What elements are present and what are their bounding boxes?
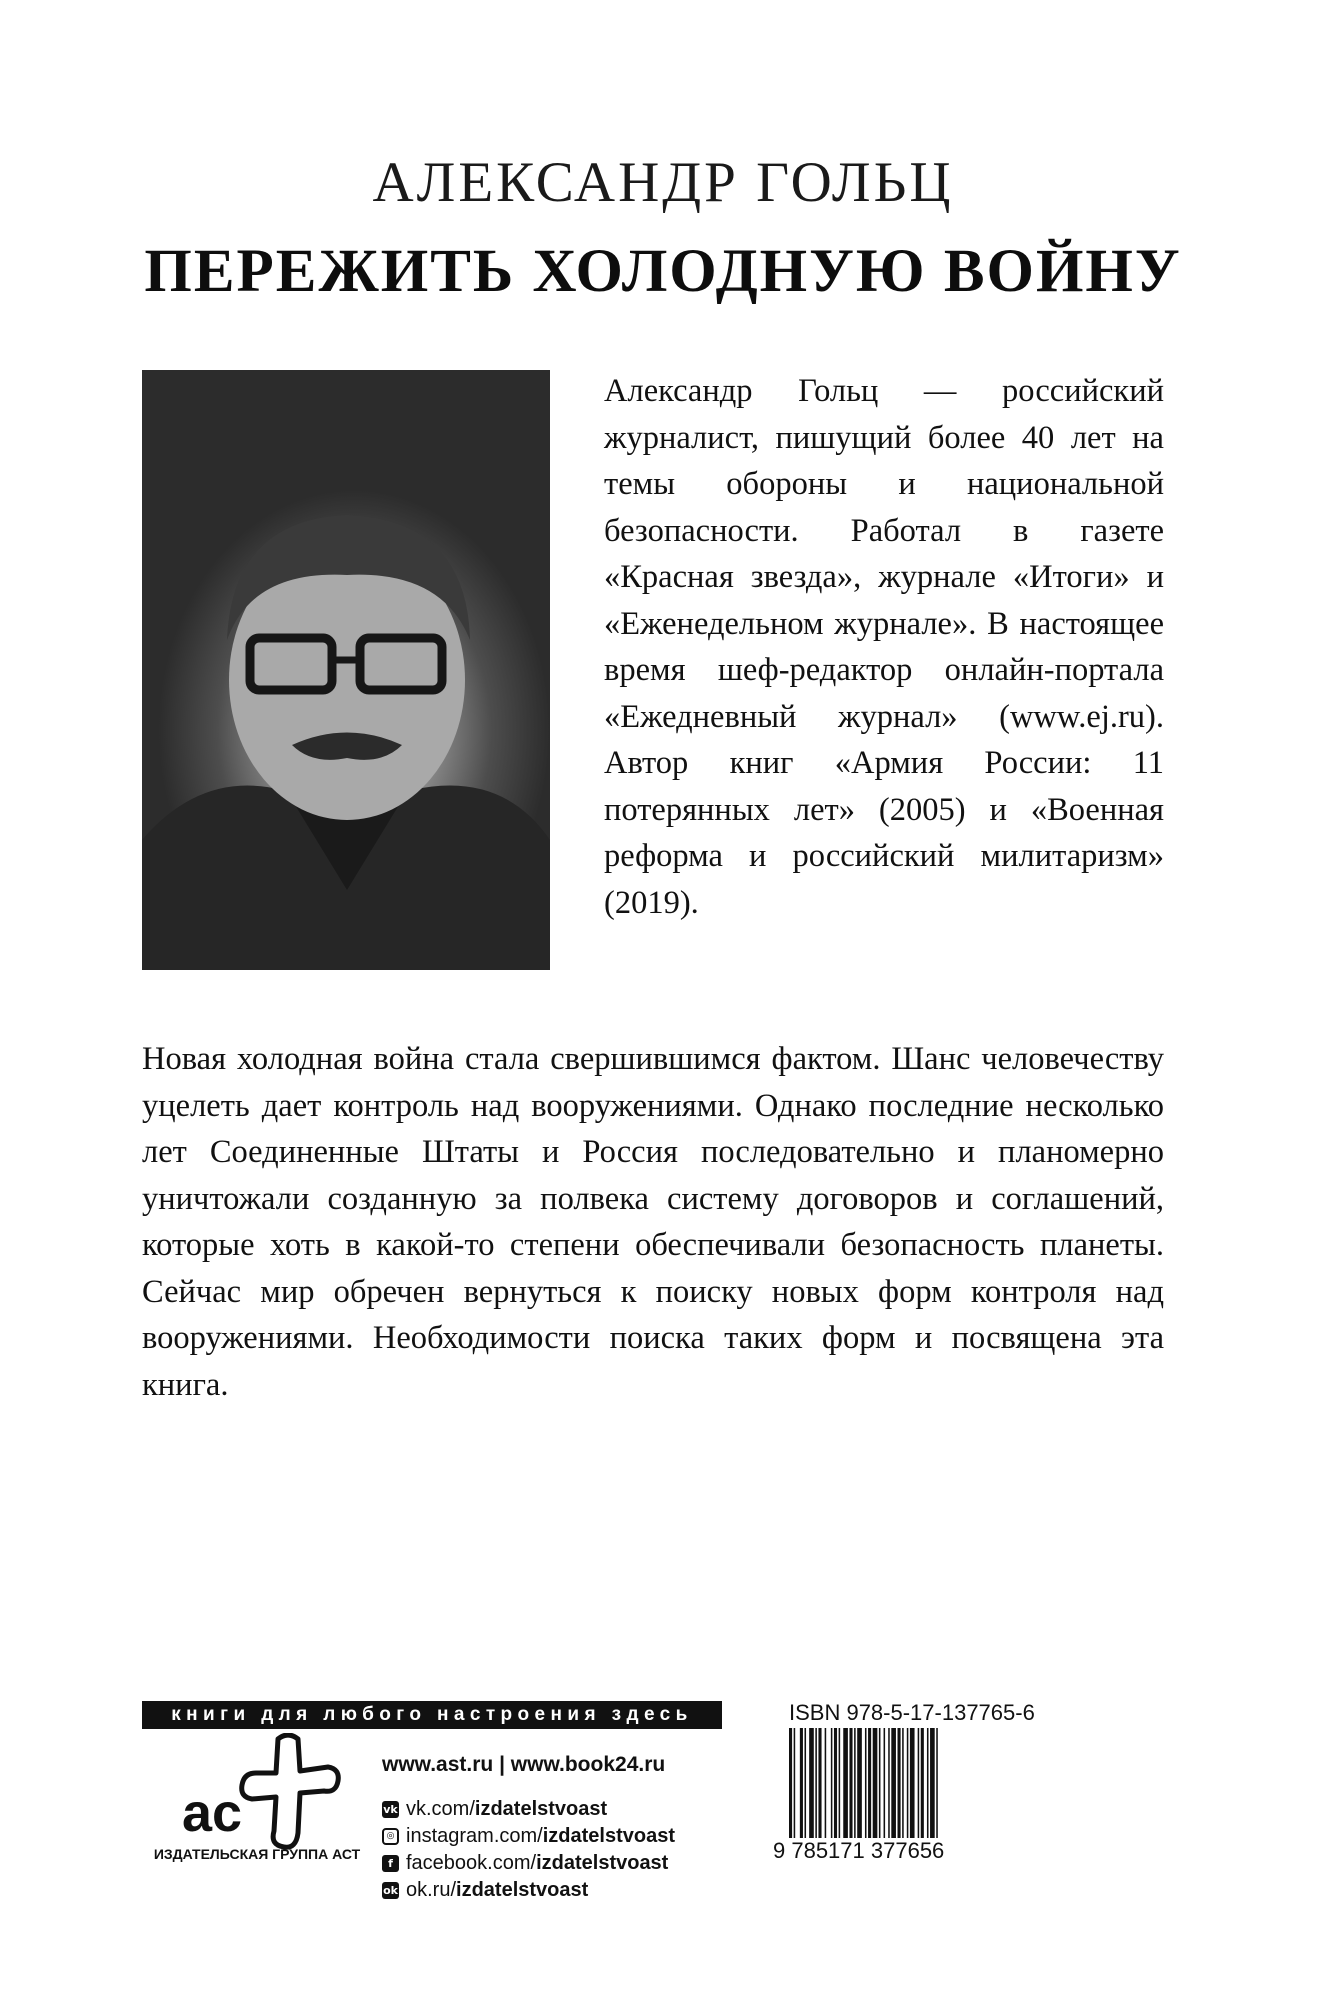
barcode-bar <box>865 1728 867 1838</box>
social-link-facebook[interactable] <box>382 1850 675 1877</box>
link-prefix: vk.com/ <box>406 1798 475 1820</box>
link-handle: izdatelstvoast <box>542 1825 675 1847</box>
link-prefix: instagram.com/ <box>406 1825 543 1847</box>
barcode-bar <box>839 1728 841 1838</box>
publisher-tagline: книги для любого настроения здесь <box>142 1701 722 1729</box>
isbn-label: ISBN 978-5-17-137765-6 <box>789 1700 1035 1725</box>
barcode-bar <box>884 1728 886 1838</box>
author-name: АЛЕКСАНДР ГОЛЬЦ <box>372 151 954 214</box>
barcode-bar <box>930 1728 935 1838</box>
author-bio: Александр Гольц — российский журналист, пишущий более 40 лет на темы обороны и национальной безопасности. Работал в газете «Красная звезда», журнале «Итоги» и «Еженедельном журнале». В настоящее время шеф-редактор онлайн-портала «Ежедневный журнал» (www.ej.ru). Автор книг «Армия России: 11 потерянных лет» (2005) и «Военная реформа и российский милитаризм» (2019). <box>604 373 1164 921</box>
barcode-bar <box>854 1728 856 1838</box>
logo-text: ас <box>182 1783 243 1843</box>
barcode-bar <box>857 1728 862 1838</box>
publisher-name: ИЗДАТЕЛЬСКАЯ ГРУППА АСТ <box>153 1846 361 1862</box>
barcode-bar <box>834 1728 837 1838</box>
social-link-vk[interactable] <box>382 1796 675 1823</box>
link-handle: izdatelstvoast <box>536 1852 669 1874</box>
social-link-odnoklassniki[interactable] <box>382 1877 675 1904</box>
book-description: Новая холодная война стала свершившимся фактом. Шанс человечеству уцелеть дает контроль над вооружениями. Однако последние несколько лет Соединенные Штаты и Россия последовательно и планомерно уничтожали созданную за полвека систему договоров и соглашений, которые хоть в какой-то степени обеспечивали безопасность планеты. Сейчас мир обречен вернуться к поиску новых форм контроля над вооружениями. Необходимости поиска таких форм и посвящена эта книга. <box>142 1041 1164 1403</box>
social-link-instagram[interactable] <box>382 1823 675 1850</box>
link-prefix: ok.ru/ <box>406 1879 457 1901</box>
barcode-bar <box>831 1728 833 1838</box>
barcode-bar <box>918 1728 920 1838</box>
barcode-bar <box>910 1728 915 1838</box>
link-prefix: facebook.com/ <box>406 1852 537 1874</box>
barcode-bar <box>868 1728 871 1838</box>
barcode-bar <box>927 1728 929 1838</box>
barcode-bar <box>794 1728 796 1838</box>
barcode-bar <box>809 1728 814 1838</box>
barcode-bar <box>921 1728 924 1838</box>
publisher-logo <box>160 1733 350 1853</box>
isbn-barcode <box>789 1728 1021 1838</box>
author-photo <box>142 370 550 970</box>
barcode-digits: 9 785171 377656 <box>773 1838 945 1863</box>
barcode-bar <box>800 1728 803 1838</box>
barcode-bar <box>902 1728 904 1838</box>
publisher-sites[interactable]: www.ast.ru | www.book24.ru <box>382 1753 666 1776</box>
barcode-bar <box>873 1728 878 1838</box>
link-handle: izdatelstvoast <box>456 1879 589 1901</box>
barcode-bar <box>825 1728 827 1838</box>
barcode-bar <box>891 1728 896 1838</box>
barcode-bar <box>815 1728 817 1838</box>
barcode-bar <box>879 1728 881 1838</box>
instagram-icon: ◎ <box>382 1828 399 1845</box>
social-links <box>382 1796 675 1904</box>
barcode-bar <box>789 1728 792 1838</box>
barcode-bar <box>818 1728 821 1838</box>
book-title: ПЕРЕЖИТЬ ХОЛОДНУЮ ВОЙНУ <box>144 238 1182 305</box>
link-handle: izdatelstvoast <box>474 1798 608 1820</box>
barcode-bar <box>843 1728 848 1838</box>
vk-icon: vk <box>383 1803 398 1816</box>
barcode-bar <box>805 1728 807 1838</box>
facebook-icon: f <box>382 1855 399 1872</box>
barcode-bar <box>888 1728 890 1838</box>
barcode-bar <box>936 1728 938 1838</box>
barcode-bar <box>898 1728 901 1838</box>
odnoklassniki-icon: ok <box>383 1884 398 1897</box>
barcode-bar <box>907 1728 909 1838</box>
barcode-bar <box>849 1728 852 1838</box>
